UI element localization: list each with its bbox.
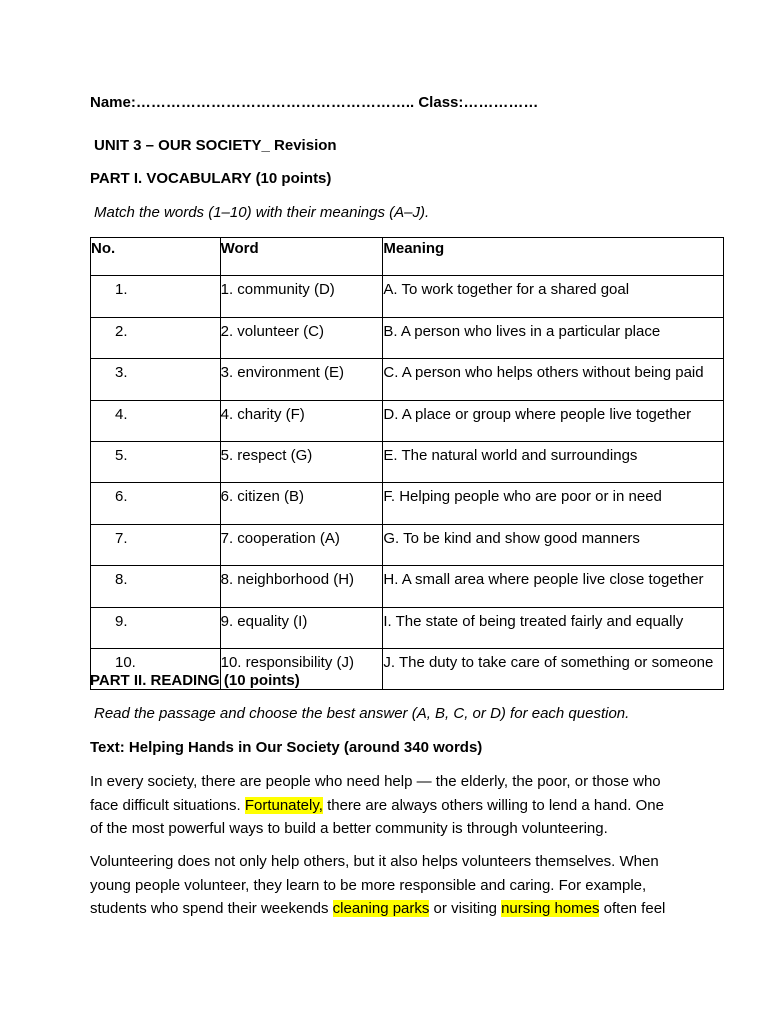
row-meaning: G. To be kind and show good manners [383,524,724,565]
row-number: 4. [91,400,221,441]
paragraph-line: of the most powerful ways to build a better community is through volunteering. [90,820,608,837]
vocabulary-table-body [91,276,724,690]
row-meaning: I. The state of being treated fairly and equally [383,607,724,648]
text-run: students who spend their weekends [90,900,333,917]
name-class-line: Name:……………………………………………….. Class:…………… [90,94,539,111]
row-word: 8. neighborhood (H) [220,566,383,607]
paragraph-line: In every society, there are people who need help — the elderly, the poor, or those who [90,773,661,790]
highlighted-phrase: nursing homes [501,900,600,917]
reading-text-title: Text: Helping Hands in Our Society (around 340 words) [90,739,483,756]
reading-paragraph-1 [90,770,690,841]
row-number: 10. [91,648,221,689]
row-number: 9. [91,607,221,648]
row-number: 7. [91,524,221,565]
row-word: 2. volunteer (C) [220,317,383,358]
row-number: 8. [91,566,221,607]
row-word: 5. respect (G) [220,441,383,482]
part2-title: PART II. READING (10 points) [90,672,300,689]
reading-paragraph-2 [90,850,690,921]
row-number: 5. [91,441,221,482]
part1-instruction: Match the words (1–10) with their meanings (A–J). [94,204,430,221]
text-run: or visiting [429,900,502,917]
row-number: 1. [91,276,221,317]
highlighted-word: Fortunately, [244,796,323,814]
text-run: there are always others willing to lend a hand. One [322,796,664,814]
row-word: 4. charity (F) [220,400,383,441]
row-meaning: B. A person who lives in a particular place [383,317,724,358]
paragraph-line [90,897,690,921]
table-header-row [91,238,724,276]
row-word: 1. community (D) [220,276,383,317]
column-header-meaning: Meaning [383,238,724,276]
vocabulary-table [90,237,724,690]
text-run: often feel [599,900,666,917]
part2-instruction: Read the passage and choose the best answer (A, B, C, or D) for each question. [94,705,630,722]
row-word: 6. citizen (B) [220,483,383,524]
row-number: 3. [91,359,221,400]
part1-title: PART I. VOCABULARY (10 points) [90,170,332,187]
table-row [91,400,724,441]
table-row [91,359,724,400]
paragraph-line: young people volunteer, they learn to be more responsible and caring. For example, [90,876,647,894]
table-row [91,441,724,482]
highlighted-phrase: cleaning parks [332,900,430,917]
row-meaning: C. A person who helps others without being paid [383,359,724,400]
unit-title: UNIT 3 – OUR SOCIETY_ Revision [94,137,337,154]
column-header-word: Word [220,238,383,276]
table-row [91,276,724,317]
table-row [91,607,724,648]
row-word: 3. environment (E) [220,359,383,400]
row-meaning: H. A small area where people live close together [383,566,724,607]
table-row [91,317,724,358]
row-word: 9. equality (I) [220,607,383,648]
row-meaning: E. The natural world and surroundings [383,441,724,482]
row-meaning: D. A place or group where people live together [383,400,724,441]
row-word: 10. responsibility (J) [220,648,383,689]
table-row [91,524,724,565]
row-meaning: A. To work together for a shared goal [383,276,724,317]
table-row [91,483,724,524]
row-meaning: F. Helping people who are poor or in need [383,483,724,524]
paragraph-line: Volunteering does not only help others, but it also helps volunteers themselves. When [90,853,659,870]
row-word: 7. cooperation (A) [220,524,383,565]
column-header-no: No. [91,238,221,276]
row-number: 2. [91,317,221,358]
row-number: 6. [91,483,221,524]
text-run: face difficult situations. [90,796,245,814]
table-row [91,566,724,607]
row-meaning: J. The duty to take care of something or someone [383,648,724,689]
paragraph-line [90,794,690,818]
